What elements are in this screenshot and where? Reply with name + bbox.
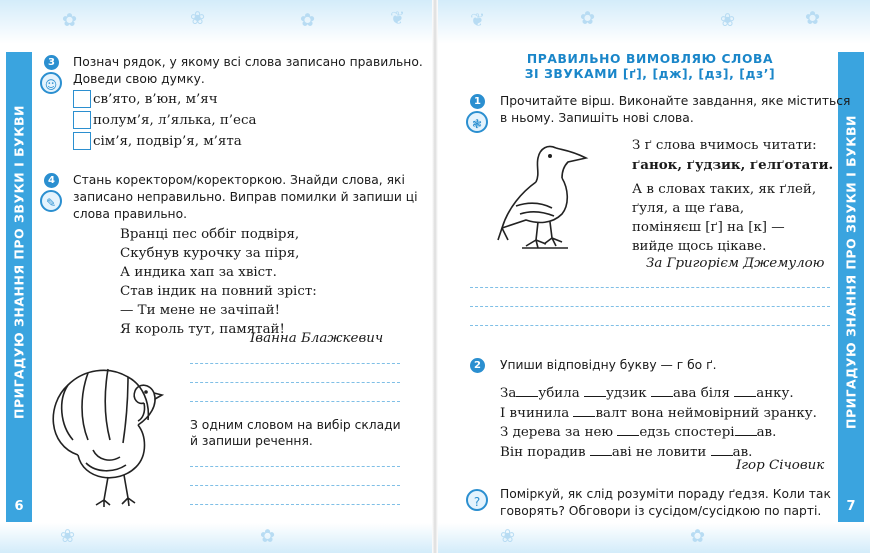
leaf-decor-icon: ❦ [470,10,486,31]
flower-decor-icon: ✿ [62,10,78,31]
fill-in-line: З дерева за нею едзь спостері ав. [500,425,777,440]
left-sidebar-title: ПРИГАДУЮ ЗНАННЯ ПРО ЗВУКИ І БУКВИ [11,105,27,419]
task2-instruction: Упиши відповідну букву — г бо ґ. [500,358,717,372]
fill-in-line: І вчинила валт вона неймовірний зранку. [500,405,817,421]
poem-line: Я король тут, памятай! [120,322,285,337]
crow-illustration [496,136,606,258]
group-work-icon: ❃ [466,111,488,133]
letter-blank[interactable] [516,384,538,397]
flower-decor-icon: ✿ [300,10,316,31]
task3-instruction-line2: Доведи свою думку. [73,72,205,86]
poem-line: поміняєш [ґ] на [к] — [632,220,785,235]
writing-line[interactable] [190,382,400,383]
letter-blank[interactable] [651,384,673,397]
task4-instruction-line1: Стань коректором/коректоркою. Знайди слова, які [73,173,405,187]
task3r-instruction-line2: говорять? Обговори із сусідом/сусідкою по парті. [500,504,822,518]
discuss-head-icon: ☺ [40,72,62,94]
answer-option[interactable] [73,131,242,151]
flower-decor-icon: ❀ [190,8,206,29]
poem-line: А в словах таких, як ґлей, [632,182,817,197]
flower-decor-icon: ❀ [60,526,76,547]
section-heading-line2: ЗІ ЗВУКАМИ [ґ], [дж], [дз], [дз’] [524,67,776,81]
poem-line: Скубнув курочку за піря, [120,246,300,261]
letter-blank[interactable] [617,423,639,436]
flower-decor-icon: ✿ [260,526,276,547]
writing-line[interactable] [470,287,830,288]
fill-in-poem [500,384,817,462]
turkey-illustration [38,355,188,515]
task1-instruction-line1: Прочитайте вірш. Виконайте завдання, яке міститься [500,94,851,108]
letter-blank[interactable] [711,443,733,456]
left-sidebar [6,52,32,522]
right-sidebar-title: ПРИГАДУЮ ЗНАННЯ ПРО ЗВУКИ І БУКВИ [843,115,859,429]
letter-blank[interactable] [735,423,757,436]
poem-author: Іванна Блажкевич [250,331,384,346]
leaf-decor-icon: ❦ [390,8,406,29]
writing-line[interactable] [190,485,400,486]
answer-checkbox[interactable] [73,90,91,108]
poem-line: Став індик на повний зріст: [120,284,317,299]
task1-instruction-line2: в ньому. Запишіть нові слова. [500,111,694,125]
poem-author: За Григорієм Джемулою [646,256,825,271]
writing-line[interactable] [190,363,400,364]
letter-blank[interactable] [734,384,756,397]
writing-line[interactable] [470,306,830,307]
answer-option-label: сім’я, подвір’я, м’ята [93,133,242,149]
fill-in-line: Він порадив аві не ловити ав. [500,444,753,460]
task-number-badge: 1 [470,94,485,109]
fill-in-line: За убила удзик ава біля анку. [500,386,794,401]
think-head-icon: ? [466,489,488,511]
poem-line: ґуля, а ще ґава, [632,201,745,216]
flower-decor-icon: ✿ [580,8,596,29]
flower-decor-icon: ❀ [720,10,736,31]
section-heading-line1: ПРАВИЛЬНО ВИМОВЛЯЮ СЛОВА [526,52,774,66]
answer-option-label: полум’я, л’ялька, п’еса [93,112,257,128]
task3r-instruction-line1: Поміркуй, як слід розуміти пораду ґедзя. Коли так [500,487,831,501]
poem-line: З ґ слова вчимось читати: [632,138,817,153]
answer-option[interactable] [73,110,256,130]
answer-checkbox[interactable] [73,111,91,129]
task-number-badge: 2 [470,358,485,373]
writing-line[interactable] [190,504,400,505]
letter-blank[interactable] [590,443,612,456]
task5-instruction-line1: З одним словом на вибір склади [190,418,401,432]
task4-instruction-line3: слова правильно. [73,207,188,221]
poem-line: Вранці пес оббіг подвіря, [120,227,300,242]
task-number-badge: 3 [44,55,59,70]
poem-line: ґанок, ґудзик, ґелґотати. [632,157,834,173]
poem-line: вийде щось цікаве. [632,239,767,254]
answer-option-label: св’ято, в’юн, м’яч [93,91,218,107]
writing-line[interactable] [190,401,400,402]
letter-blank[interactable] [573,404,595,417]
task3-instruction-line1: Познач рядок, у якому всі слова записано правильно. [73,55,423,69]
flower-decor-icon: ✿ [690,526,706,547]
task-number-badge: 4 [44,173,59,188]
poem-author: Ігор Січовик [736,458,825,473]
writing-line[interactable] [190,466,400,467]
answer-checkbox[interactable] [73,132,91,150]
task5-instruction-line2: й запиши речення. [190,434,313,448]
pencil-write-icon: ✎ [40,190,62,212]
answer-option[interactable] [73,89,218,109]
right-sidebar [838,52,864,522]
right-page-number: 7 [846,499,856,514]
poem-line: — Ти мене не зачіпай! [120,303,280,318]
task4-instruction-line2: записано неправильно. Виправ помилки й запиши ці [73,190,418,204]
flower-decor-icon: ✿ [805,8,821,29]
page-gutter [432,0,438,553]
poem-line: А индика хап за хвіст. [120,265,277,280]
flower-decor-icon: ❀ [500,526,516,547]
letter-blank[interactable] [584,384,606,397]
writing-line[interactable] [470,325,830,326]
left-page-number: 6 [14,499,24,514]
